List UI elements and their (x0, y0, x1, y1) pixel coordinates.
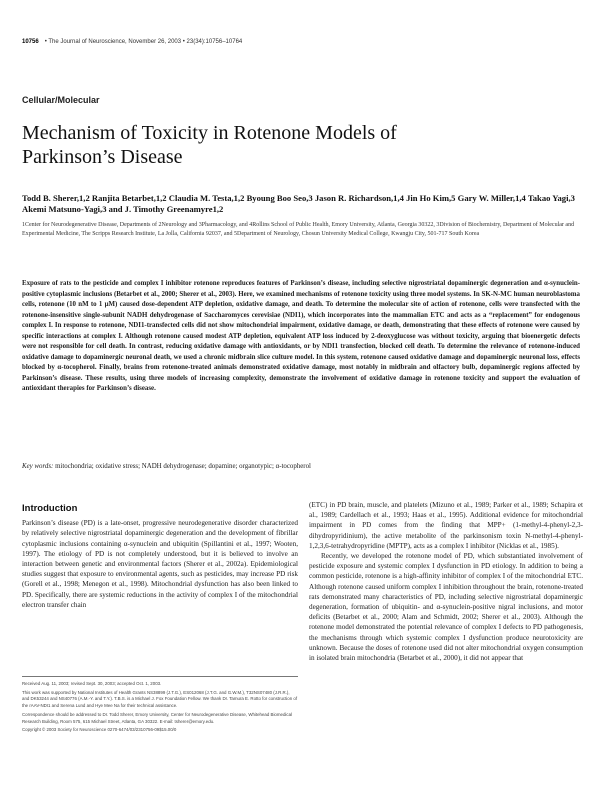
footnotes (22, 681, 298, 736)
page-number: 10756 (22, 39, 39, 45)
footnote-correspondence: Correspondence should be addressed to Dr. Todd Sherer, Emory University, Center for Neurodegenerative Disease, Whitehead Biomedical Research Building, Room 575, 615 Michael Street, Atlanta, GA 30322. E-mail: tsherer@emory.edu. (22, 711, 293, 724)
journal-citation: • The Journal of Neuroscience, November 26, 2003 • 23(34):10756–10764 (44, 39, 243, 45)
footnote-received: Received Aug. 11, 2003; revised Sept. 30, 2003; accepted Oct. 1, 2003. (22, 681, 162, 686)
intro-right-column (309, 500, 583, 663)
introduction-heading: Introduction (22, 503, 78, 514)
affiliations: 1Center for Neurodegenerative Disease, Departments of 2Neurology and 3Pharmacology, and 4Rollins School of Public Health, Emory University, Atlanta, Georgia 30322, 3Division of Biochemistry, Department of Molecular and Experimental Medicine, The Scripps Research Institute, La Jolla, California 92037, and 5Department of Neurology, Chosun University Medical College, Kwangju City, 501-717 South Korea (22, 222, 575, 237)
footnote-copyright: Copyright © 2003 Society for Neuroscience 0270-6474/03/2310756-09$15.00/0 (22, 727, 177, 733)
footnote-support: This work was supported by National Institutes of Health Grants NS38899 (J.T.G.), ES012068 (J.T.G. and G.W.M.), T32NS07480 (J.R.R.), and DK53244 and NS40776 (A.M.-Y. and T.Y.). T.B.S. is a Michael J. Fox Foundation Fellow. We thank Dr. Tamura E. Rotto for construction of the rAAV-NDI1 and Serena Lund and Hye Mee Na for their technical assistance. (22, 689, 298, 709)
footnote-divider (22, 676, 298, 677)
intro-paragraph-1: Parkinson’s disease (PD) is a late-onset, progressive neurodegenerative disorder characterized by relatively selective nigrostriatal dopaminergic degeneration and the development of fibrillar cytoplasmic inclusions containing α-synuclein and ubiquitin (Spillantini et al., 1997; Wooten, 1997). The etiology of PD is not completely understood, but it is believed to involve an interaction between genetic and environmental factors (Sherer et al., 2002a). Epidemiological studies suggest that exposure to environmental agents, such as pesticides, may increase PD risk (Gorell et al., 1998; Menegon et al., 1998). Mitochondrial dysfunction has also been linked to PD. Specifically, there are systemic reductions in the activity of complex I of the mitochondrial electron transfer chain (22, 519, 298, 609)
intro-paragraph-1-continued: (ETC) in PD brain, muscle, and platelets (Mizuno et al., 1989; Parker et al., 1989; Schapira et al., 1989; Cardellach et al., 1993; Haas et al., 1995). Additional evidence for mitochondrial impairment in PD comes from the finding that MPP+ (1-methyl-4-phenyl-2,3-dihydropyridinium), the active metabolite of the parkinsonism toxin N-methyl-4-phenyl-1,2,3,6-tetrahydropyridine (MPTP), acts as a complex I inhibitor (Nicklas et al., 1985). (309, 501, 583, 550)
author-list: Todd B. Sherer,1,2 Ranjita Betarbet,1,2 Claudia M. Testa,1,2 Byoung Boo Seo,3 Jason R. Richardson,1,4 Jin Ho Kim,5 Gary W. Miller,1,4 Takao Yagi,3 Akemi Matsuno-Yagi,3 and J. Timothy Greenamyre1,2 (22, 193, 575, 214)
keywords-text: mitochondria; oxidative stress; NADH dehydrogenase; dopamine; organotypic; α-tocopherol (55, 463, 311, 470)
keywords (22, 462, 580, 472)
article-title: Mechanism of Toxicity in Rotenone Models of Parkinson’s Disease (22, 122, 397, 168)
running-head (22, 39, 242, 45)
keywords-label: Key words: (22, 463, 54, 470)
abstract: Exposure of rats to the pesticide and complex I inhibitor rotenone reproduces features of Parkinson’s disease, including selective nigrostriatal dopaminergic degeneration and α-synuclein-positive cytoplasmic inclusions (Betarbet et al., 2000; Sherer et al., 2003). Here, we examined mechanisms of rotenone toxicity using three model systems. In SK-N-MC human neuroblastoma cells, rotenone (10 nM to 1 μM) caused dose-dependent ATP depletion, oxidative damage, and death. To determine the molecular site of action of rotenone, cells were transfected with the rotenone-insensitive single-subunit NADH dehydrogenase of Saccharomyces cerevisiae (NDI1), which incorporates into the mammalian ETC and acts as a “replacement” for endogenous complex I. In response to rotenone, NDI1-transfected cells did not show mitochondrial impairment, oxidative damage, or death, demonstrating that these effects of rotenone were caused by specific interactions at complex I. Although rotenone caused modest ATP depletion, equivalent ATP loss induced by 2-deoxyglucose was without toxicity, arguing that bioenergetic defects were not responsible for cell death. In contrast, reducing oxidative damage with antioxidants, or by NDI1 transfection, blocked cell death. To determine the relevance of rotenone-induced oxidative damage to dopaminergic neuronal death, we used a chronic midbrain slice culture model. In this system, rotenone caused oxidative damage and dopaminergic neuronal loss, effects blocked by α-tocopherol. Finally, brains from rotenone-treated animals demonstrated oxidative damage, most notably in midbrain and olfactory bulb, dopaminergic regions affected by Parkinson’s disease. These results, using three models of increasing complexity, demonstrate the involvement of oxidative damage in rotenone toxicity and support the evaluation of antioxidant therapies for Parkinson’s disease. (22, 280, 580, 392)
intro-paragraph-2: Recently, we developed the rotenone model of PD, which substantiated involvement of pesticide exposure and systemic complex I dysfunction in PD etiology. In addition to being a common pesticide, rotenone is a high-affinity inhibitor of complex I of the mitochondrial ETC. Although rotenone caused uniform complex I inhibition throughout the brain, rotenone-treated rats demonstrated many characteristics of PD, including selective nigrostriatal dopaminergic degeneration, formation of ubiquitin- and α-synuclein-positive nigral inclusions, and motor deficits (Betarbet et al., 2000; Alam and Schmidt, 2002; Sherer et al., 2003). Although the rotenone model demonstrated the potential relevance of complex I defects to PD pathogenesis, the mechanisms through which systemic complex I dysfunction produce neurotoxicity are unknown. Because the doses of rotenone used did not alter mitochondrial oxygen consumption in isolated brain mitochondria (Betarbet et al., 2000), it did not appear that (309, 552, 583, 663)
intro-left-column (22, 504, 298, 610)
section-label: Cellular/Molecular (22, 95, 100, 105)
